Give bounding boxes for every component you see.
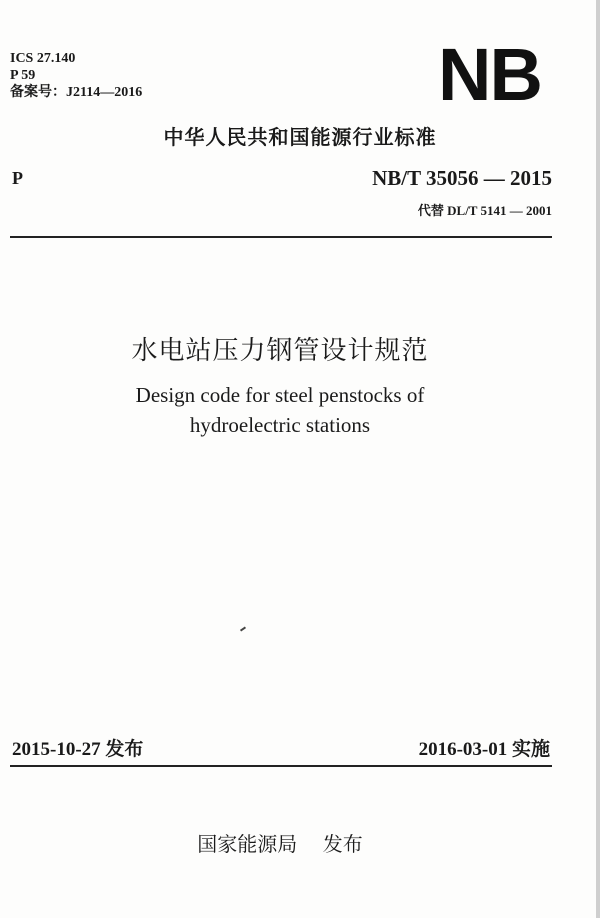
category-letter: P [12,168,23,188]
standard-number: NB/T 35056 — 2015 [372,166,552,190]
top-divider [10,236,552,238]
nb-logo: NB [438,33,541,116]
title-chinese: 水电站压力钢管设计规范 [131,336,429,366]
implementation-date: 2016-03-01 实施 [418,739,550,760]
title-english [0,380,560,440]
bottom-divider [10,765,552,767]
replaces-standard: 代替 DL/T 5141 — 2001 [417,203,552,218]
record-number: 备案号：J2114—2016 [10,85,143,100]
issuing-authority: 国家能源局 发布 [197,832,363,856]
title-english-line-2: hydroelectric stations [189,413,371,437]
scan-edge [596,0,600,918]
class-code: P 59 [10,68,36,83]
title-english-line-1: Design code for steel penstocks of [135,383,425,407]
scan-speck [240,626,246,631]
classification-codes [10,50,142,101]
issue-date: 2015-10-27 发布 [12,739,144,760]
ics-code: ICS 27.140 [10,51,76,66]
standard-title: 中华人民共和国能源行业标准 [163,125,437,149]
